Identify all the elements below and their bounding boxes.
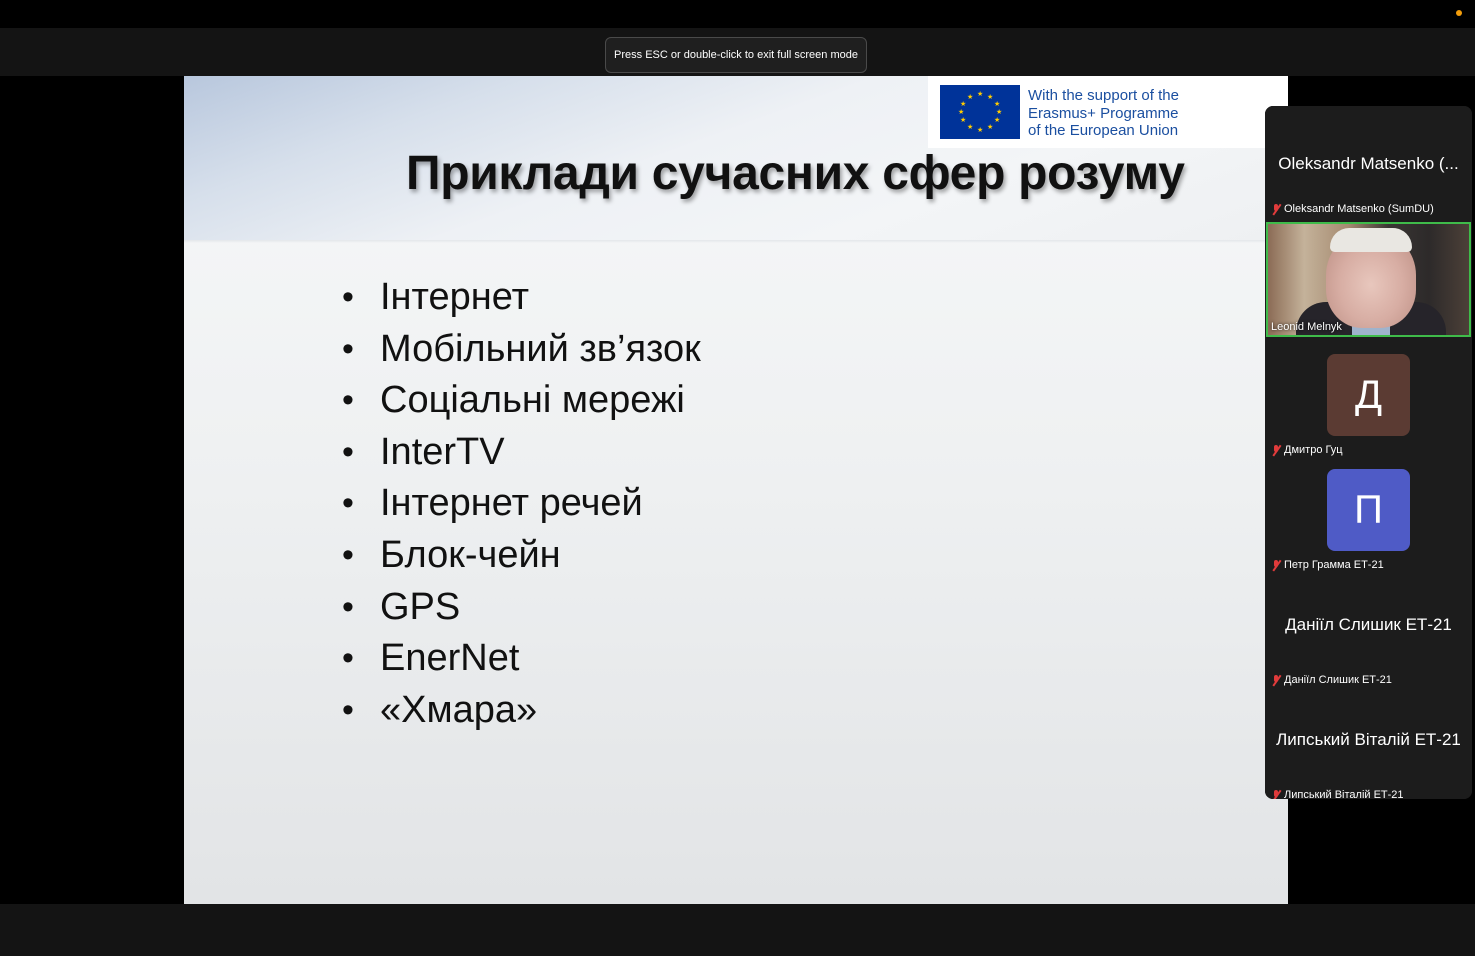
participant-display-name: Даніїл Слишик ЕТ-21 xyxy=(1285,615,1452,634)
participant-tile-daniil-slyshyk[interactable] xyxy=(1265,577,1472,692)
participant-tile-dmytro-huts[interactable] xyxy=(1265,347,1472,462)
recording-status-dot xyxy=(1456,10,1462,16)
bullet-item: • GPS xyxy=(342,582,701,634)
bullet-item: • Мобільний зв’язок xyxy=(342,324,701,376)
participant-label xyxy=(1272,674,1392,686)
bullet-item: • Інтернет xyxy=(342,272,701,324)
erasmus-logo xyxy=(928,76,1288,148)
participant-tile-petr-hramma[interactable] xyxy=(1265,462,1472,577)
erasmus-line-1: With the support of the xyxy=(1028,87,1179,104)
mic-muted-icon xyxy=(1272,560,1281,571)
erasmus-caption xyxy=(1028,87,1179,140)
participant-name: Петр Грамма ЕТ-21 xyxy=(1284,559,1384,571)
mic-muted-icon xyxy=(1272,790,1281,800)
slide-bullet-list xyxy=(342,272,701,736)
participants-panel[interactable] xyxy=(1265,106,1472,799)
mic-muted-icon xyxy=(1272,445,1281,456)
participant-name: Дмитро Гуц xyxy=(1284,444,1343,456)
bullet-item: • Блок-чейн xyxy=(342,530,701,582)
fullscreen-exit-hint: Press ESC or double-click to exit full screen mode xyxy=(605,37,867,73)
participant-tile-leonid-melnyk[interactable] xyxy=(1266,222,1471,337)
participant-label xyxy=(1272,203,1434,215)
participant-tile-vitalii-lypskyi[interactable] xyxy=(1265,692,1472,799)
participant-display-name: Oleksandr Matsenko (... xyxy=(1278,154,1459,173)
bullet-item: • «Хмара» xyxy=(342,685,701,737)
participant-name: Oleksandr Matsenko (SumDU) xyxy=(1284,203,1434,215)
bullet-item: • Інтернет речей xyxy=(342,478,701,530)
erasmus-line-3: of the European Union xyxy=(1028,122,1179,139)
slide-header-shade xyxy=(184,240,1288,243)
participant-tile-oleksandr-matsenko[interactable] xyxy=(1265,106,1472,221)
participant-name: Даніїл Слишик ЕТ-21 xyxy=(1284,674,1392,686)
participant-name: Leonid Melnyk xyxy=(1271,321,1342,333)
video-figure-hair xyxy=(1330,228,1412,252)
participant-display-name: Липський Віталій ЕТ-21 xyxy=(1276,730,1461,749)
eu-flag-icon: ★ ★ ★ ★ ★ ★ ★ ★ ★ ★ ★ ★ xyxy=(940,85,1020,139)
participant-label xyxy=(1272,789,1404,799)
shared-slide xyxy=(184,76,1288,904)
mic-muted-icon xyxy=(1272,675,1281,686)
avatar: Д xyxy=(1327,354,1410,436)
bullet-item: • InterTV xyxy=(342,427,701,479)
participant-label xyxy=(1272,444,1343,456)
bullet-item: • Соціальні мережі xyxy=(342,375,701,427)
slide-title: Приклади сучасних сфер розуму xyxy=(406,147,1185,200)
bullet-item: • EnerNet xyxy=(342,633,701,685)
erasmus-line-2: Erasmus+ Programme xyxy=(1028,104,1179,122)
participant-label xyxy=(1272,559,1384,571)
meeting-bottom-bar xyxy=(0,904,1475,956)
top-strip xyxy=(0,0,1475,28)
participant-name: Липський Віталій ЕТ-21 xyxy=(1284,789,1404,799)
avatar: П xyxy=(1327,469,1410,551)
mic-muted-icon xyxy=(1272,204,1281,215)
